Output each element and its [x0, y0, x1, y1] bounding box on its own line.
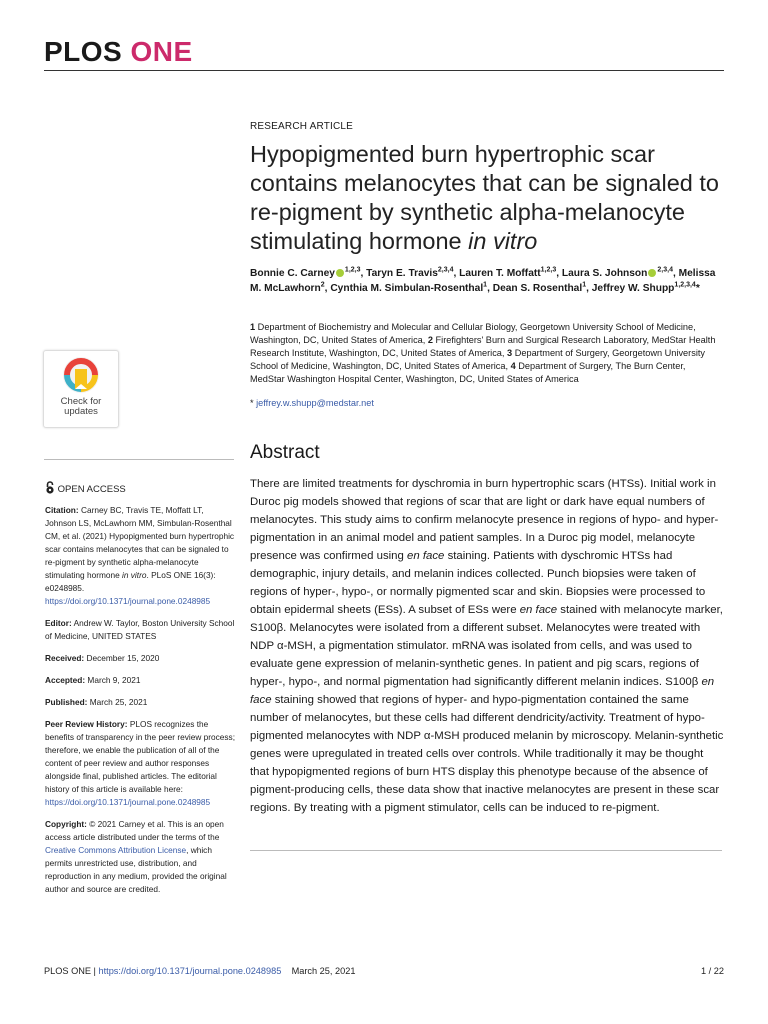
affiliation-text: Department of Surgery, The Burn Center, MedStar Washington Hospital Center, Washington, DC, United States of America: [250, 361, 686, 384]
citation: Citation: Carney BC, Travis TE, Moffatt LT, Johnson LS, McLawhorn MM, Simbulan-Rosenthal CM, et al. (2021) Hypopigmented burn hypertrophic scar contains melanocytes that can be signaled to re-pigment by synthetic alpha-melanocyte stimulating hormone in vitro. PLoS ONE 16(3): e0248985. https://doi.org/10.1371/journal.pone.0248985: [45, 505, 235, 606]
affiliation-text: Firefighters' Burn and Surgical Research Laboratory, MedStar Health Research Institute, Washington, DC, United States of America,: [250, 335, 716, 358]
logo-plos: PLOS: [44, 36, 123, 67]
open-access-text: OPEN ACCESS: [57, 484, 126, 495]
corresponding-email-link[interactable]: jeffrey.w.shupp@medstar.net: [256, 398, 374, 408]
editor: Editor: Andrew W. Taylor, Boston University School of Medicine, UNITED STATES: [45, 618, 235, 641]
peer-review-history: Peer Review History: PLOS recognizes the benefits of transparency in the peer review process; therefore, we enable the publication of all of the content of peer review and author responses alongside final, published articles. The editorial history of this article is available here: https://doi.org/10.1371/journal.pone.0248985: [45, 719, 236, 807]
affiliation-number: 3: [507, 348, 513, 358]
author-name[interactable]: Dean S. Rosenthal: [492, 283, 583, 294]
citation-doi-link[interactable]: https://doi.org/10.1371/journal.pone.0248985: [45, 596, 211, 606]
logo-one: ONE: [130, 36, 193, 67]
author-affiliation-numbers: 2,3,4: [437, 266, 454, 274]
affiliation-number: 1: [250, 322, 256, 332]
author-affiliation-numbers: 2,3,4: [657, 266, 673, 274]
affiliation-number: 2: [427, 335, 433, 345]
abstract-divider: [250, 850, 722, 851]
header-divider: [44, 70, 724, 71]
article-type: RESEARCH ARTICLE: [250, 121, 354, 132]
author-list: Bonnie C. Carney $^{1,2,3}$, Taryn E. Travis$^{2,3,4}$, Lauren T. Moffatt$^{1,2,3}$, Laura S. Johnson $^{2,3,4}$, Melissa M. McLawhorn$^2$, Cynthia M. Simbulan-Rosenthal$^1$, Dean S. Rosenthal$^1$, Jeffrey W. Shupp$^{1,2,3,4}$*: [250, 266, 716, 294]
affiliation-text: Department of Biochemistry and Molecular and Cellular Biology, Georgetown University School of Medicine, Washington, DC, United States of America,: [250, 322, 696, 345]
author-affiliation-numbers: 2: [320, 281, 325, 289]
author-affiliation-numbers: 1: [483, 281, 488, 289]
check-for-updates-badge[interactable]: [43, 350, 119, 428]
author-name[interactable]: Cynthia M. Simbulan-Rosenthal: [330, 283, 484, 294]
crossmark-icon: [61, 355, 101, 395]
author-name[interactable]: Jeffrey W. Shupp: [591, 283, 675, 294]
affiliation-number: 4: [510, 361, 516, 371]
author-name[interactable]: Bonnie C. Carney: [250, 268, 335, 279]
author-affiliation-numbers: 1,2,3: [540, 266, 557, 274]
orcid-icon[interactable]: [336, 269, 344, 277]
footer-doi-link[interactable]: https://doi.org/10.1371/journal.pone.0248985: [98, 966, 282, 976]
page-number: 1 / 22: [701, 966, 724, 976]
affiliations: [250, 321, 722, 386]
abstract-text: There are limited treatments for dyschromia in burn hypertrophic scars (HTSs). Initial work in Duroc pig models showed that regions of scar that are light or dark have equal numbers of melanocytes. This study aims to confirm melanocyte presence in regions of hypo- and hyper-pigmentation in an animal model and patient samples. In a Duroc pig model, melanocyte presence was confirmed using en face staining. Patients with dyschromic HTSs had demographic, injury details, and melanin indices collected. Punch biopsies were taken of regions of hyper-, hypo-, or normally pigmented scar and skin. Biopsies were processed to obtain epidermal sheets (ESs). A subset of ESs were en face stained with melanocyte marker, S100β. Melanocytes were isolated from a different subset. Melanocytes were treated with NDP α-MSH, a pigmentation stimulator. mRNA was isolated from cells, and was used to evaluate gene expression of melanin-synthetic genes. In patient and pig scars, regions of hyper-, hypo-, and normal pigmentation had significantly different melanin indices. S100β en face staining showed that regions of hyper- and hypo-pigmentation contained the same number of melanocytes, but these cells had different dendricity/activity. Treatment of hypo-pigmented melanocytes with NDP α-MSH produced melanin by microscopy. Melanin-synthetic genes were upregulated in treated cells over controls. While traditionally it may be thought that hypopigmented regions of burn HTS display this phenotype because of the absence of pigment-producing cells, these data show that inactive melanocytes are present in these scar regions. By treating with a pigment stimulator, cells can be induced to re-pigment.: [250, 478, 724, 814]
author-name[interactable]: Lauren T. Moffatt: [459, 268, 541, 279]
author-affiliation-numbers: 1: [582, 281, 587, 289]
published-date: Published: March 25, 2021: [45, 697, 148, 707]
accepted-date: Accepted: March 9, 2021: [45, 675, 141, 685]
journal-logo[interactable]: [44, 36, 193, 68]
footer-date: March 25, 2021: [291, 966, 356, 976]
author-name[interactable]: Laura S. Johnson: [561, 268, 648, 279]
license-link[interactable]: Creative Commons Attribution License: [45, 845, 187, 855]
author-name[interactable]: Taryn E. Travis: [366, 268, 438, 279]
open-lock-icon: [45, 481, 55, 494]
footer-journal: PLOS ONE: [44, 966, 91, 976]
author-name[interactable]: Melissa M. McLawhorn: [250, 268, 716, 294]
badge-text-line1: Check for: [60, 396, 102, 407]
copyright: Copyright: © 2021 Carney et al. This is an open access article distributed under the terms of the Creative Commons Attribution License, which permits unrestricted use, distribution, and reproduction in any medium, provided the original author and source are credited.: [45, 819, 227, 894]
abstract-heading: Abstract: [250, 442, 320, 463]
page-footer: PLOS ONE | https://doi.org/10.1371/journal.pone.0248985 March 25, 2021 1 / 22: [44, 966, 724, 976]
peer-review-link[interactable]: https://doi.org/10.1371/journal.pone.0248985: [45, 797, 211, 807]
sidebar-divider: [44, 459, 234, 460]
author-affiliation-numbers: 1,2,3: [344, 266, 361, 274]
received-date: Received: December 15, 2020: [45, 653, 160, 663]
orcid-icon[interactable]: [648, 269, 656, 277]
badge-text-line2: updates: [64, 406, 98, 417]
affiliation-text: Department of Surgery, Georgetown University School of Medicine, Washington, DC, United States of America,: [250, 348, 706, 371]
article-info: [45, 504, 237, 905]
open-access-label: [45, 481, 237, 496]
corresponding-author: * jeffrey.w.shupp@medstar.net: [250, 398, 374, 408]
author-affiliation-numbers: 1,2,3,4: [674, 281, 696, 289]
article-title: Hypopigmented burn hypertrophic scar contains melanocytes that can be signaled to re-pigment by synthetic alpha-melanocyte stimulating hormone in vitro: [250, 141, 719, 254]
